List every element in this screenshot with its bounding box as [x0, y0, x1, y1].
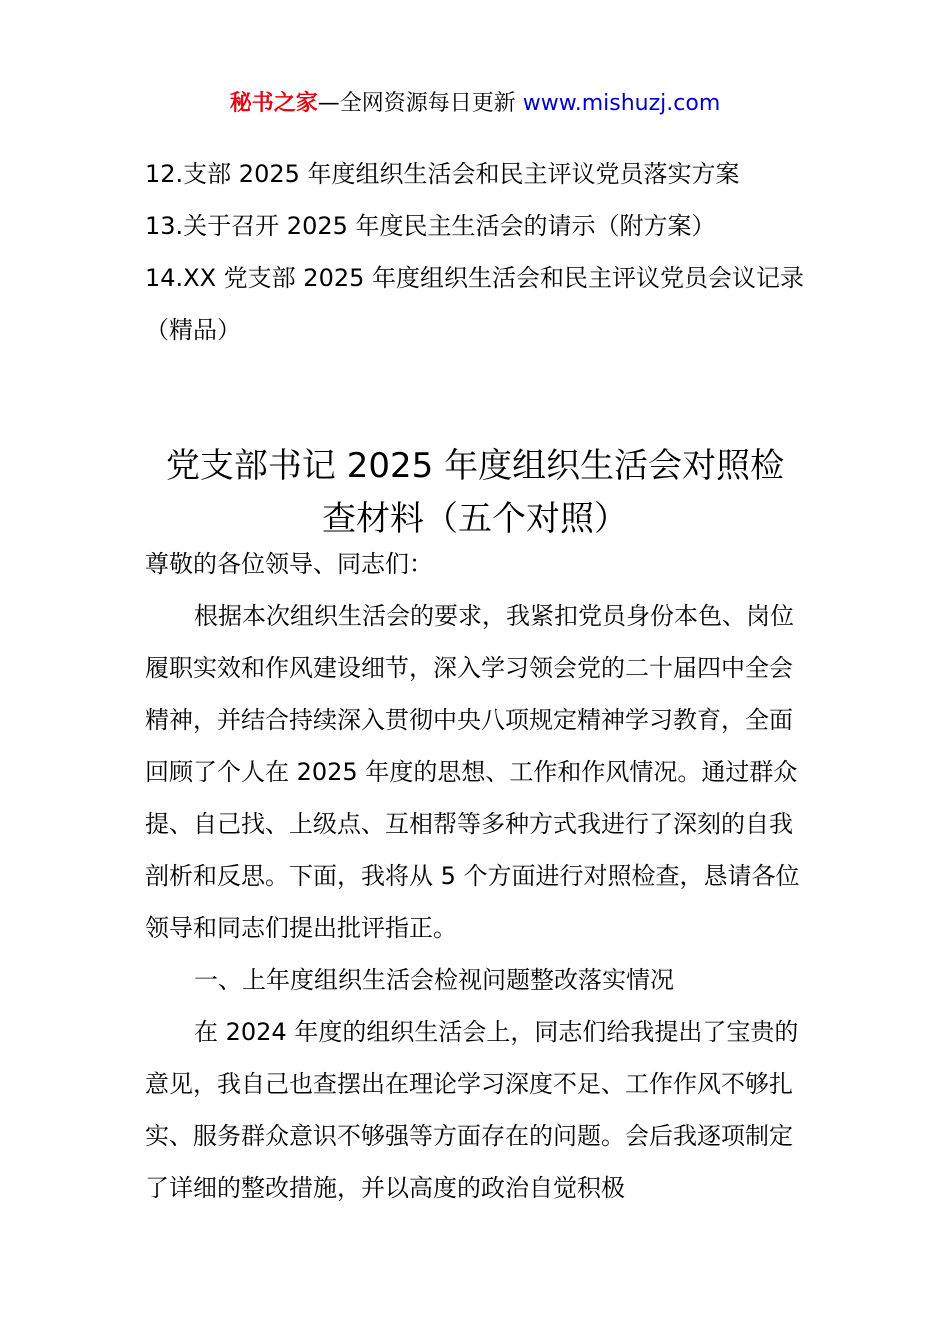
document-title: [145, 440, 805, 546]
site-link[interactable]: www.mishuzj.com: [522, 91, 721, 116]
title-line-2: 查材料（五个对照）: [322, 499, 628, 539]
header-tagline: —全网资源每日更新: [317, 91, 523, 116]
paragraph: 根据本次组织生活会的要求，我紧扣党员身份本色、岗位履职实效和作风建设细节，深入学习领会党的二十届四中全会精神，并结合持续深入贯彻中央八项规定精神学习教育，全面回顾了个人在 2025 年度的思想、工作和作风情况。通过群众提、自己找、上级点、互相帮等多种方式我进行了深刻的自我剖析和反思。下面，我将从 5 个方面进行对照检查，恳请各位领导和同志们提出批评指正。: [145, 602, 800, 942]
list-item: 14.XX 党支部 2025 年度组织生活会和民主评议党员会议记录（精品）: [145, 264, 805, 344]
section-heading: 一、上年度组织生活会检视问题整改落实情况: [194, 966, 674, 994]
document-body: [145, 538, 810, 1214]
brand-name: 秘书之家: [229, 91, 318, 116]
list-item: 12.支部 2025 年度组织生活会和民主评议党员落实方案: [145, 160, 740, 188]
list-item: 13.关于召开 2025 年度民主生活会的请示（附方案）: [145, 212, 716, 240]
title-line-1: 党支部书记 2025 年度组织生活会对照检: [165, 446, 785, 486]
paragraph: 在 2024 年度的组织生活会上，同志们给我提出了宝贵的意见，我自己也查摆出在理论学习深度不足、工作作风不够扎实、服务群众意识不够强等方面存在的问题。会后我逐项制定了详细的整改措施，并以高度的政治自觉积极: [145, 1018, 799, 1202]
salutation: 尊敬的各位领导、同志们：: [145, 550, 433, 578]
site-header: [0, 88, 950, 120]
related-documents-list: [145, 148, 815, 356]
